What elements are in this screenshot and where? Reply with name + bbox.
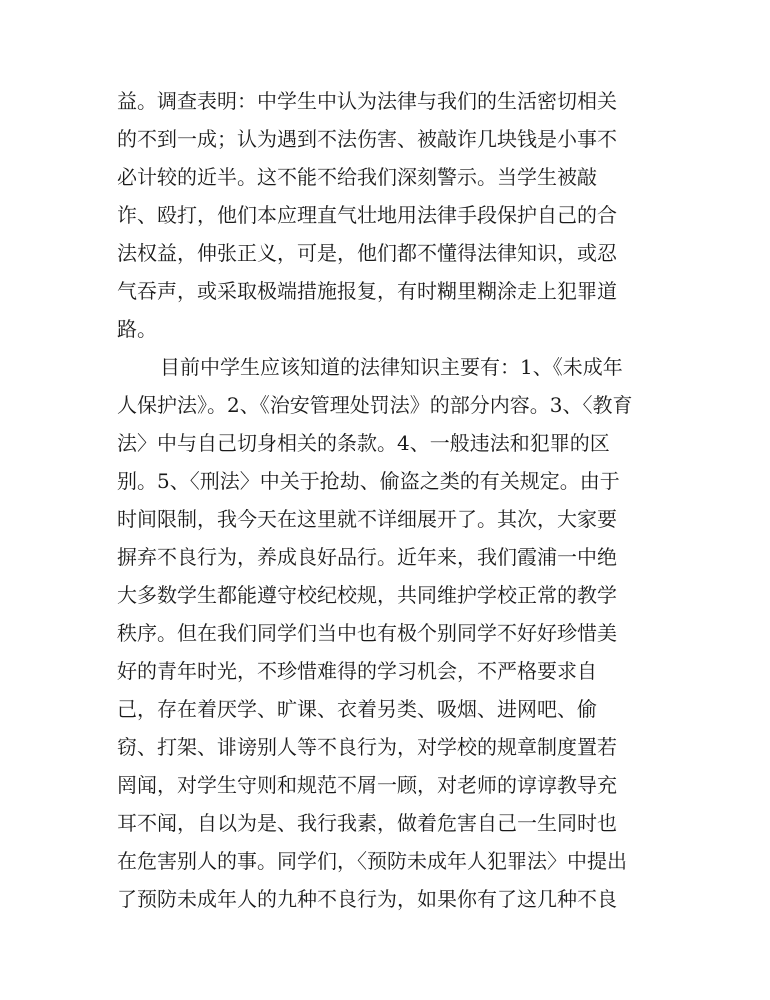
text-line: 罔闻，对学生守则和规范不屑一顾，对老师的谆谆教导充 (117, 773, 617, 797)
text-line: 摒弃不良行为，养成良好品行。近年来，我们霞浦一中绝 (117, 545, 617, 569)
text-line: 诈、殴打，他们本应理直气壮地用法律手段保护自己的合 (117, 203, 617, 227)
text-line: 必计较的近半。这不能不给我们深刻警示。当学生被敲 (117, 165, 597, 189)
text-line: 法权益，伸张正义，可是，他们都不懂得法律知识，或忍 (117, 241, 617, 265)
text-line: 路。 (117, 317, 157, 341)
text-line: 耳不闻，自以为是、我行我素，做着危害自己一生同时也 (117, 811, 617, 835)
text-line: 大多数学生都能遵守校纪校规，共同维护学校正常的教学 (117, 583, 617, 607)
text-line: 益。调查表明：中学生中认为法律与我们的生活密切相关 (117, 89, 617, 113)
text-line: 法〉中与自己切身相关的条款。4、一般违法和犯罪的区 (117, 431, 610, 455)
paragraph-start-line: 目前中学生应该知道的法律知识主要有：1、《未成年 (160, 355, 623, 379)
text-line: 了预防未成年人的九种不良行为，如果你有了这几种不良 (117, 887, 617, 911)
text-line: 气吞声，或采取极端措施报复，有时糊里糊涂走上犯罪道 (117, 279, 617, 303)
text-line: 时间限制，我今天在这里就不详细展开了。其次，大家要 (117, 507, 617, 531)
text-line: 己，存在着厌学、旷课、衣着另类、吸烟、进网吧、偷 (117, 697, 597, 721)
text-line: 秩序。但在我们同学们当中也有极个别同学不好好珍惜美 (117, 621, 617, 645)
body-text (117, 82, 657, 918)
text-line: 的不到一成；认为遇到不法伤害、被敲诈几块钱是小事不 (117, 127, 617, 151)
text-line: 好的青年时光，不珍惜难得的学习机会，不严格要求自 (117, 659, 597, 683)
text-line: 在危害别人的事。同学们，〈预防未成年人犯罪法〉中提出 (117, 849, 627, 873)
text-line: 窃、打架、诽谤别人等不良行为，对学校的规章制度置若 (117, 735, 617, 759)
text-line: 人保护法》。2、《治安管理处罚法》的部分内容。3、〈教育 (117, 393, 633, 417)
text-line: 别。5、〈刑法〉中关于抢劫、偷盗之类的有关规定。由于 (117, 469, 620, 493)
